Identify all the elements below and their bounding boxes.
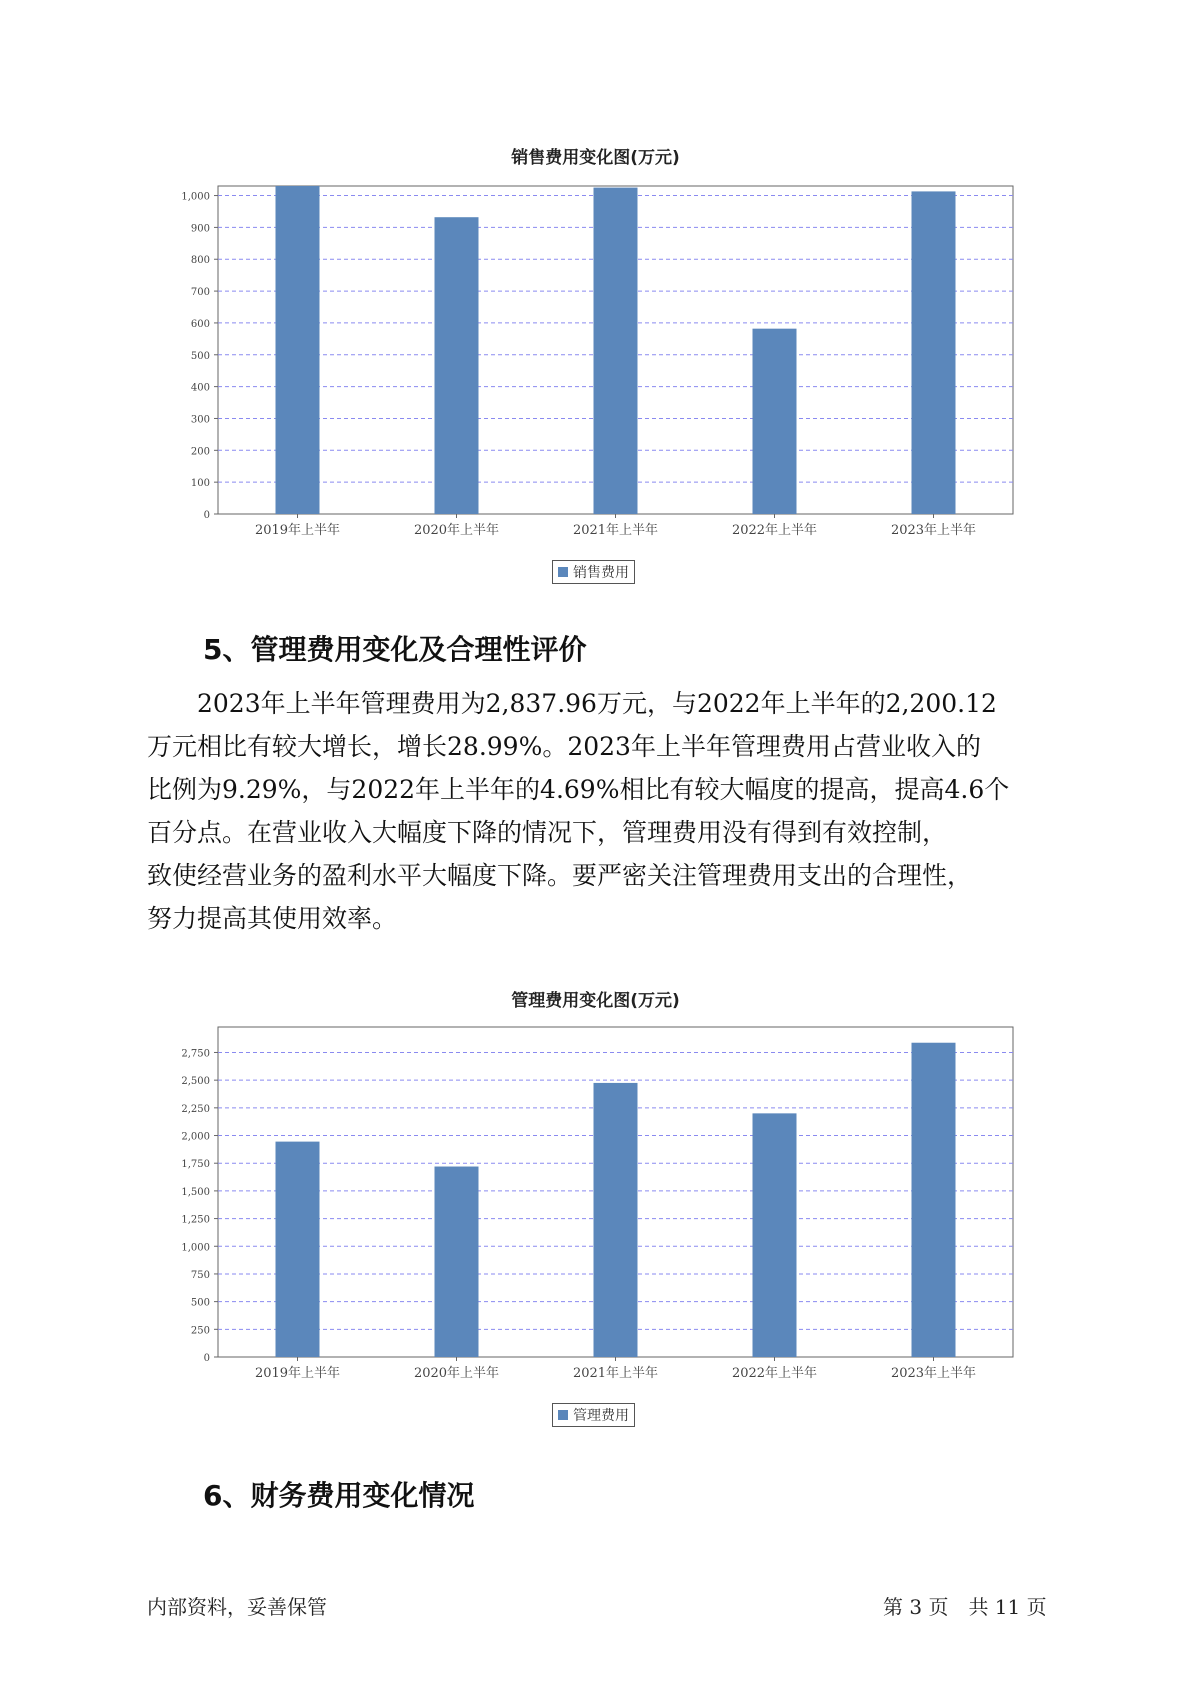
y-tick-label: 1,500 <box>181 1186 210 1198</box>
bar <box>276 1142 320 1357</box>
y-tick-label: 200 <box>190 446 210 458</box>
y-tick-label: 500 <box>190 350 210 362</box>
chart-title-sales: 销售费用变化图(万元) <box>511 148 680 168</box>
y-tick-label: 600 <box>190 318 210 330</box>
legend-swatch-icon <box>558 1410 568 1420</box>
x-tick-label: 2023年上半年 <box>890 1366 977 1381</box>
footer-left: 内部资料，妥善保管 <box>147 1595 327 1619</box>
legend-label-admin: 管理费用 <box>573 1408 629 1424</box>
paragraph-line: 努力提高其使用效率。 <box>147 904 398 933</box>
y-tick-label: 400 <box>190 382 210 394</box>
y-tick-label: 100 <box>190 478 210 490</box>
x-tick-label: 2020年上半年 <box>413 1366 500 1381</box>
chart-title-admin: 管理费用变化图(万元) <box>511 991 680 1011</box>
y-tick-label: 0 <box>203 1353 210 1364</box>
y-tick-label: 1,000 <box>181 191 210 203</box>
x-tick-label: 2019年上半年 <box>254 523 341 538</box>
y-tick-label: 2,250 <box>181 1103 210 1115</box>
y-tick-label: 2,500 <box>181 1076 210 1088</box>
section-heading-5: 5、管理费用变化及合理性评价 <box>203 633 587 666</box>
x-tick-label: 2022年上半年 <box>731 1366 818 1381</box>
x-tick-label: 2020年上半年 <box>413 523 500 538</box>
y-tick-label: 1,250 <box>181 1214 210 1226</box>
paragraph-line: 比例为9.29%，与2022年上半年的4.69%相比有较大幅度的提高，提高4.6个 <box>147 775 1010 804</box>
y-tick-label: 2,000 <box>181 1131 210 1143</box>
section-heading-6: 6、财务费用变化情况 <box>203 1479 475 1512</box>
x-tick-label: 2021年上半年 <box>572 1366 659 1381</box>
paragraph-line: 百分点。在营业收入大幅度下降的情况下，管理费用没有得到有效控制， <box>147 818 948 847</box>
y-tick-label: 300 <box>190 414 210 426</box>
legend-label-sales: 销售费用 <box>573 565 629 581</box>
bar <box>435 1167 479 1357</box>
y-tick-label: 0 <box>203 510 210 521</box>
chart-legend-admin <box>552 1403 635 1427</box>
paragraph-line: 致使经营业务的盈利水平大幅度下降。要严密关注管理费用支出的合理性， <box>147 861 973 890</box>
footer-page-number: 第 3 页 共 11 页 <box>883 1595 1047 1619</box>
y-tick-label: 700 <box>190 287 210 299</box>
y-tick-label: 1,000 <box>181 1242 210 1254</box>
y-tick-label: 900 <box>190 223 210 235</box>
bar <box>912 1043 956 1357</box>
x-tick-label: 2021年上半年 <box>572 523 659 538</box>
x-tick-label: 2023年上半年 <box>890 523 977 538</box>
paragraph-line: 2023年上半年管理费用为2,837.96万元，与2022年上半年的2,200.12 <box>197 689 997 718</box>
x-tick-label: 2019年上半年 <box>254 1366 341 1381</box>
y-tick-label: 1,750 <box>181 1159 210 1171</box>
y-tick-label: 500 <box>190 1297 210 1309</box>
bar <box>753 1113 797 1357</box>
paragraph-line: 万元相比有较大增长，增长28.99%。2023年上半年管理费用占营业收入的 <box>147 732 981 761</box>
bar <box>594 1083 638 1357</box>
y-tick-label: 2,750 <box>181 1048 210 1060</box>
y-tick-label: 250 <box>190 1325 210 1337</box>
x-tick-label: 2022年上半年 <box>731 523 818 538</box>
y-tick-label: 800 <box>190 255 210 267</box>
y-tick-label: 750 <box>190 1269 210 1281</box>
